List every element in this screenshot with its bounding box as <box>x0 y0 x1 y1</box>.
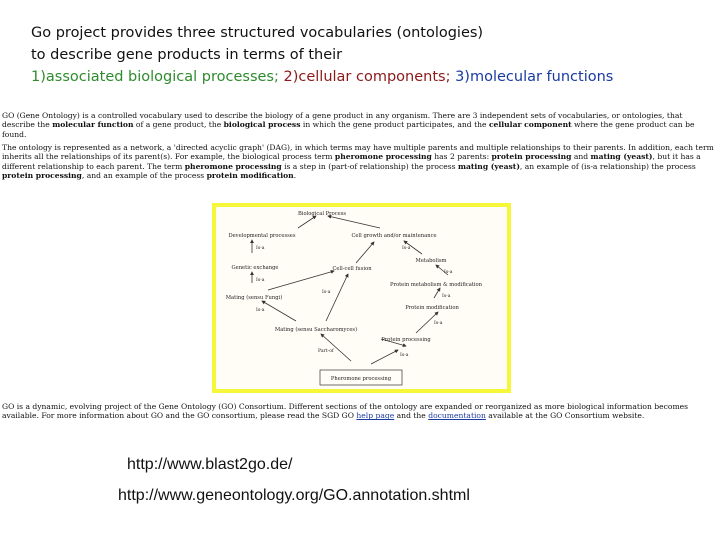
edge-label-part-of: Part-of <box>318 349 334 354</box>
node-mating-saccharomyces: Mating (sensu Saccharomyces) <box>274 327 358 333</box>
edge <box>356 242 374 263</box>
edge <box>321 334 351 361</box>
edge-label-is-a: Is-a <box>256 278 265 283</box>
heading-line-1: Go project provides three structured vocabularies (ontologies) <box>31 25 484 41</box>
text-run: GO (Gene Ontology) is a controlled vocabulary used to describe the biology of a gene product in any organism. There are 3 independent sets of vocabularies, or ontologies, that describe the <box>2 111 683 130</box>
documentation-link[interactable]: documentation <box>428 411 486 421</box>
node-pheromone-processing: Pheromone processing <box>330 376 392 382</box>
go-dag-diagram <box>212 203 511 393</box>
edge-label-is-a: Is-a <box>434 321 443 326</box>
text-run: , but it has a different relationship to each parent. The term <box>2 152 701 171</box>
bold-term: pheromone processing <box>334 152 432 162</box>
node-protein-modification: Protein modification <box>405 305 459 311</box>
text-run: , an example of (is-a relationship) the process <box>519 161 696 171</box>
help-page-link[interactable]: help page <box>356 411 395 421</box>
edge <box>371 350 398 364</box>
text-run: . <box>293 171 297 181</box>
slide-heading <box>31 22 711 88</box>
node-genetic-exchange: Genetic exchange <box>231 265 279 271</box>
text-run: where the gene product can be found. <box>2 120 695 139</box>
node-developmental-processes: Developmental processes <box>228 233 296 239</box>
edge <box>434 288 440 298</box>
bold-term: mating (yeast) <box>590 152 653 162</box>
go-consortium-paragraph <box>2 402 716 421</box>
edge-label-is-a: Is-a <box>256 308 265 313</box>
bold-term: biological process <box>223 120 301 130</box>
heading-line-3 <box>31 66 711 88</box>
text-run: has 2 parents: <box>431 152 492 162</box>
bold-term: pheromone processing <box>184 161 282 171</box>
edge <box>298 216 316 228</box>
edge-label-is-a: Is-a <box>402 246 411 251</box>
node-cell-cell-fusion: Cell-cell fusion <box>332 266 372 272</box>
bold-term: protein processing <box>2 171 82 181</box>
text-run: and <box>571 152 591 162</box>
text-run: of a gene product, the <box>133 120 224 130</box>
text-run: GO is a dynamic, evolving project of the Gene Ontology (GO) Consortium. Different sections of the ontology are expanded or reorganized as more biological information becomes available. For more information about GO and the GO consortium, please read the SGD GO <box>2 402 689 421</box>
node-mating-fungi: Mating (sensu Fungi) <box>225 295 283 301</box>
text-run: is a step in (part-of relationship) the process <box>281 161 458 171</box>
text-run: and the <box>394 411 429 421</box>
text-run: available at the GO Consortium website. <box>485 411 645 421</box>
geneontology-url[interactable]: http://www.geneontology.org/GO.annotation.shtml <box>118 487 470 504</box>
edge-label-is-a: Is-a <box>256 246 265 251</box>
dag-explanation-paragraph <box>2 143 716 181</box>
edge <box>262 301 296 321</box>
edge-label-is-a: Is-a <box>442 294 451 299</box>
bold-term: protein processing <box>491 152 572 162</box>
bold-term: cellular component <box>488 120 572 130</box>
edge-label-is-a: Is-a <box>400 353 409 358</box>
biological-processes-label: 1)associated biological processes; <box>31 69 279 85</box>
bold-term: protein modification <box>206 171 294 181</box>
text-run: The ontology is represented as a network, a 'directed acyclic graph' (DAG), in which terms may have multiple parents and multiple relationships to their parents. In addition, each term inherits all the relationships of its parent(s). For example, the biological process term <box>2 143 714 162</box>
node-biological-process: Biological Process <box>297 211 347 217</box>
go-definition-paragraph <box>2 111 716 139</box>
node-protein-processing: Protein processing <box>381 337 431 343</box>
molecular-functions-label: 3)molecular functions <box>455 69 614 85</box>
dag-svg <box>216 207 507 389</box>
bold-term: molecular function <box>52 120 134 130</box>
heading-line-2: to describe gene products in terms of their <box>31 47 343 63</box>
node-metabolism: Metabolism <box>415 258 447 264</box>
node-cell-growth: Cell growth and/or maintenance <box>351 233 437 239</box>
edge <box>328 216 380 228</box>
bold-term: mating (yeast) <box>457 161 520 171</box>
edge-label-is-a: Is-a <box>444 270 453 275</box>
edge <box>268 271 334 290</box>
text-run: , and an example of the process <box>81 171 207 181</box>
edge-label-is-a: Is-a <box>322 290 331 295</box>
blast2go-url[interactable]: http://www.blast2go.de/ <box>127 456 293 473</box>
cellular-components-label: 2)cellular components; <box>283 69 451 85</box>
edge <box>326 274 348 321</box>
text-run: in which the gene product participates, and the <box>300 120 489 130</box>
node-protein-metabolism: Protein metabolism & modification <box>389 282 483 288</box>
